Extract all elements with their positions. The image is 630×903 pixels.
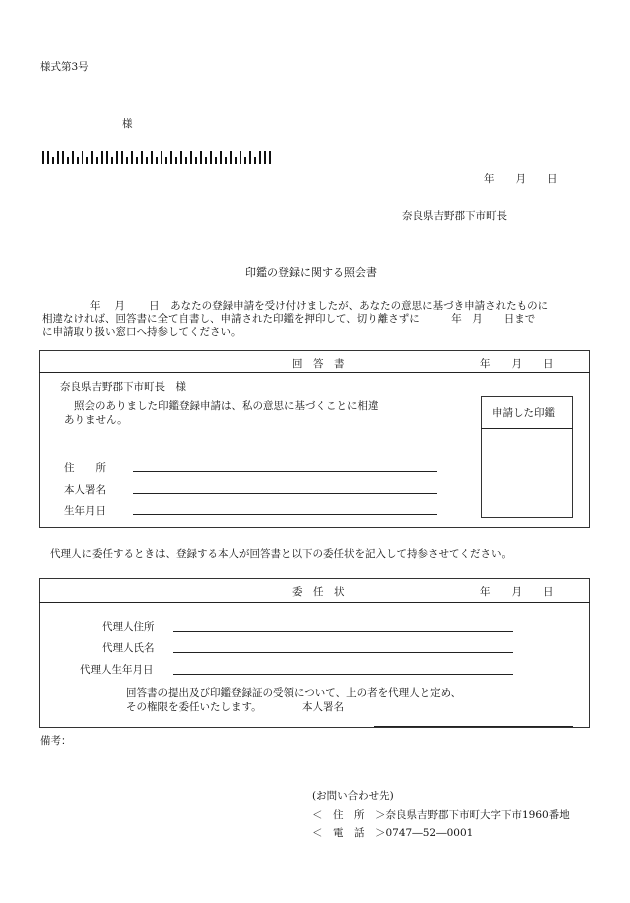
barcode-bar: [210, 151, 212, 164]
barcode-bar: [52, 157, 54, 164]
barcode-bar: [86, 157, 88, 164]
barcode-bar: [77, 157, 79, 164]
body-line-3: に申請取り扱い窓口へ持参してください。: [42, 326, 242, 338]
barcode-bar: [230, 151, 232, 164]
reply-header-divider: [39, 372, 590, 373]
barcode-bar: [225, 157, 227, 164]
barcode-bar: [131, 151, 133, 164]
barcode-bar: [175, 157, 177, 164]
body-line-2: 相違なければ、回答書に全て自書し、申請された印鑑を押印して、切り離さずに 年 月 日まで: [42, 313, 536, 325]
barcode-bar: [235, 157, 237, 164]
barcode-bar: [82, 151, 84, 164]
proxy-field-name-line[interactable]: [173, 652, 513, 653]
barcode-bar: [161, 151, 163, 164]
barcode-bar: [200, 151, 202, 164]
customer-barcode: [42, 151, 274, 164]
reply-field-address-label: 住 所: [64, 462, 106, 474]
proxy-field-name-label: 代理人氏名: [102, 642, 155, 654]
reply-field-birthdate-label: 生年月日: [64, 505, 106, 517]
barcode-bar: [240, 151, 242, 164]
proxy-signature-line[interactable]: [374, 726, 573, 727]
barcode-bar: [106, 151, 108, 164]
remarks-label: 備考：: [40, 735, 72, 747]
reply-field-signature-line[interactable]: [133, 493, 437, 494]
barcode-bar: [116, 151, 118, 164]
barcode-bar: [215, 157, 217, 164]
contact-phone: ＜ 電 話 ＞0747―52―0001: [312, 827, 474, 839]
barcode-bar: [146, 157, 148, 164]
page-title: 印鑑の登録に関する照会書: [245, 266, 377, 279]
seal-box-divider: [481, 428, 573, 429]
reply-date: 年 月 日: [480, 358, 554, 370]
proxy-field-birthdate-label: 代理人生年月日: [80, 664, 154, 676]
issuer: 奈良県吉野郡下市町長: [402, 210, 507, 222]
proxy-heading: 委 任 状: [292, 586, 345, 598]
proxy-field-birthdate-line[interactable]: [173, 674, 513, 675]
barcode-bar: [47, 151, 49, 164]
barcode-bar: [264, 151, 266, 164]
barcode-bar: [254, 157, 256, 164]
barcode-bar: [244, 157, 246, 164]
barcode-bar: [57, 151, 59, 164]
reply-field-birthdate-line[interactable]: [133, 514, 437, 515]
proxy-field-address-label: 代理人住所: [102, 621, 155, 633]
reply-statement-2: ありません。: [64, 414, 128, 426]
form-number: 様式第3号: [40, 61, 89, 73]
barcode-bar: [96, 157, 98, 164]
barcode-bar: [190, 151, 192, 164]
barcode-bar: [170, 151, 172, 164]
proxy-signature-label: 本人署名: [302, 701, 344, 713]
proxy-date: 年 月 日: [480, 586, 554, 598]
barcode-bar: [91, 151, 93, 164]
barcode-bar: [126, 157, 128, 164]
reply-addressee: 奈良県吉野郡下市町長 様: [60, 381, 186, 393]
proxy-statement-2: その権限を委任いたします。: [126, 701, 262, 713]
barcode-bar: [259, 151, 261, 164]
reply-heading: 回 答 書: [292, 358, 345, 370]
reply-statement-1: 照会のありました印鑑登録申請は、私の意思に基づくことに相違: [74, 400, 379, 412]
barcode-bar: [165, 157, 167, 164]
barcode-bar: [72, 151, 74, 164]
barcode-bar: [121, 151, 123, 164]
barcode-bar: [220, 151, 222, 164]
barcode-bar: [185, 157, 187, 164]
barcode-bar: [205, 157, 207, 164]
barcode-bar: [141, 151, 143, 164]
body-line-1: 年 月 日 あなたの登録申請を受け付けましたが、あなたの意思に基づき申請されたものに: [90, 300, 549, 312]
contact-title: (お問い合わせ先): [312, 790, 394, 802]
barcode-bar: [249, 151, 251, 164]
barcode-bar: [42, 151, 44, 164]
barcode-bar: [67, 157, 69, 164]
barcode-bar: [180, 151, 182, 164]
header-date: 年 月 日: [484, 173, 558, 185]
barcode-bar: [151, 151, 153, 164]
barcode-bar: [156, 157, 158, 164]
contact-address: ＜ 住 所 ＞奈良県吉野郡下市町大字下市1960番地: [312, 809, 570, 821]
reply-field-signature-label: 本人署名: [64, 484, 106, 496]
proxy-statement-1: 回答書の提出及び印鑑登録証の受領について、上の者を代理人と定め、: [126, 687, 462, 699]
addressee-suffix: 様: [122, 118, 133, 130]
proxy-header-divider: [39, 602, 590, 603]
proxy-note: 代理人に委任するときは、登録する本人が回答書と以下の委任状を記入して持参させてください。: [50, 548, 512, 560]
reply-field-address-line[interactable]: [133, 471, 437, 472]
barcode-bar: [62, 151, 64, 164]
barcode-bar: [269, 151, 271, 164]
barcode-bar: [101, 151, 103, 164]
barcode-bar: [111, 157, 113, 164]
barcode-bar: [195, 157, 197, 164]
seal-box-label: 申請した印鑑: [492, 407, 555, 419]
barcode-bar: [136, 157, 138, 164]
proxy-field-address-line[interactable]: [173, 631, 513, 632]
